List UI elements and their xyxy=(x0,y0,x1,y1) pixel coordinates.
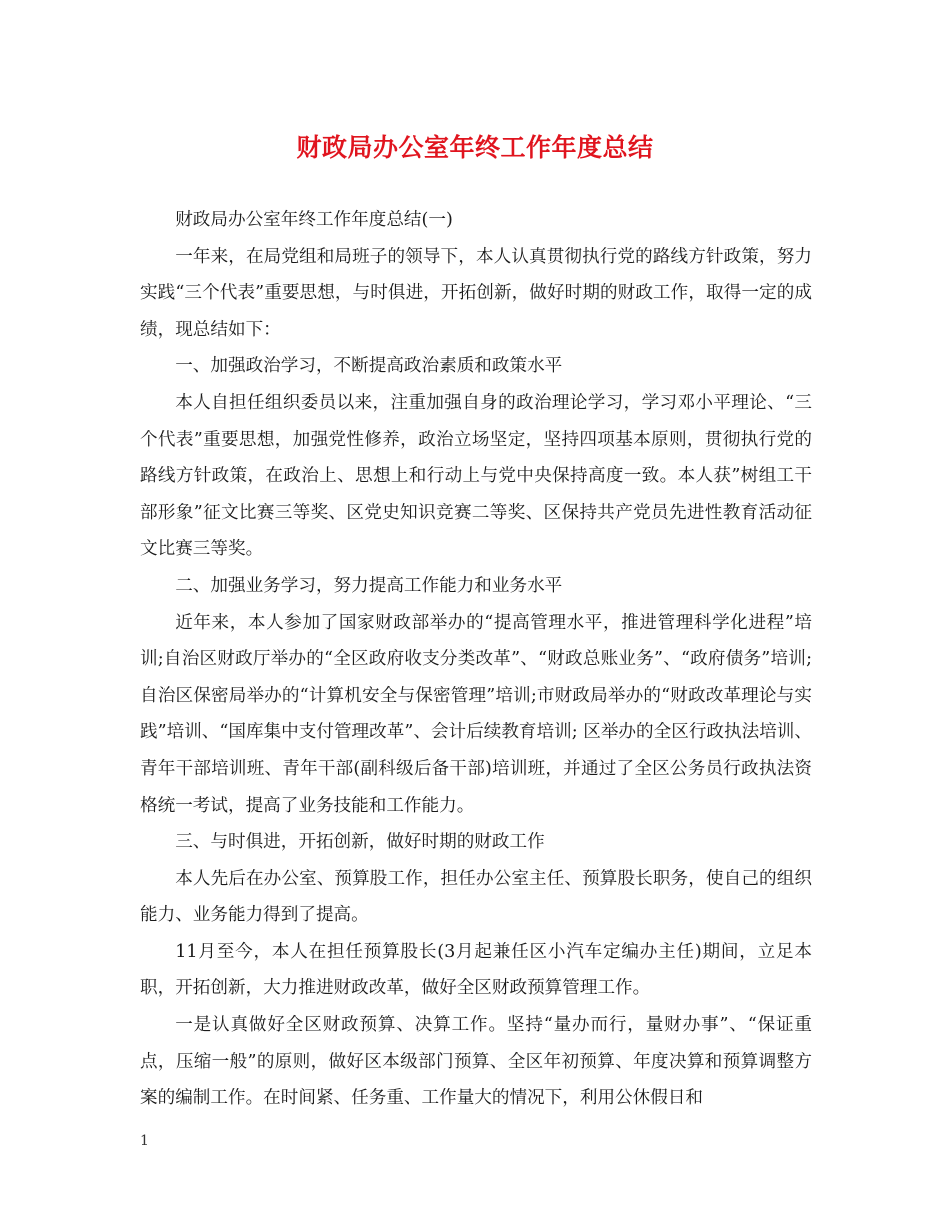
paragraph: 近年来，本人参加了国家财政部举办的“提高管理水平，推进管理科学化进程”培训;自治区财政厅举办的“全区政府收支分类改革”、“财政总账业务”、“政府债务”培训;自治区保密局举办的“计算机安全与保密管理”培训;市财政局举办的“财政改革理论与实践”培训、“国库集中支付管理改革”、会计后续教育培训; 区举办的全区行政执法培训、青年干部培训班、青年干部(副科级后备干部)培训班，并通过了全区公务员行政执法资格统一考试，提高了业务技能和工作能力。 xyxy=(140,612,812,816)
paragraph: 一是认真做好全区财政预算、决算工作。坚持“量办而行，量财办事”、“保证重点，压缩一般”的原则，做好区本级部门预算、全区年初预算、年度决算和预算调整方案的编制工作。在时间紧、任务重、工作量大的情况下，利用公休假日和 xyxy=(140,1015,812,1109)
section-heading-2: 二、加强业务学习，努力提高工作能力和业务水平 xyxy=(175,575,563,596)
page-number: 1 xyxy=(140,1133,149,1149)
paragraph-subtitle: 财政局办公室年终工作年度总结(一) xyxy=(175,210,453,230)
section-heading-3: 三、与时俱进，开拓创新，做好时期的财政工作 xyxy=(175,832,545,853)
document-title: 财政局办公室年终工作年度总结 xyxy=(296,133,654,162)
section-heading-1: 一、加强政治学习，不断提高政治素质和政策水平 xyxy=(175,356,563,377)
paragraph: 本人自担任组织委员以来，注重加强自身的政治理论学习，学习邓小平理论、“三个代表”重要思想，加强党性修养，政治立场坚定，坚持四项基本原则，贯彻执行党的路线方针政策，在政治上、思想上和行动上与党中央保持高度一致。本人获”树组工干部形象”征文比赛三等奖、区党史知识竞赛二等奖、区保持共产党员先进性教育活动征文比赛三等奖。 xyxy=(140,392,812,560)
paragraph: 本人先后在办公室、预算股工作，担任办公室主任、预算股长职务，使自己的组织能力、业务能力得到了提高。 xyxy=(140,868,812,926)
paragraph: 11月至今，本人在担任预算股长(3月起兼任区小汽车定编办主任)期间，立足本职，开拓创新，大力推进财政改革，做好全区财政预算管理工作。 xyxy=(140,941,812,999)
document-body xyxy=(140,202,812,1117)
paragraph-intro: 一年来，在局党组和局班子的领导下，本人认真贯彻执行党的路线方针政策，努力实践“三个代表”重要思想，与时俱进，开拓创新，做好时期的财政工作，取得一定的成绩，现总结如下： xyxy=(140,246,812,340)
